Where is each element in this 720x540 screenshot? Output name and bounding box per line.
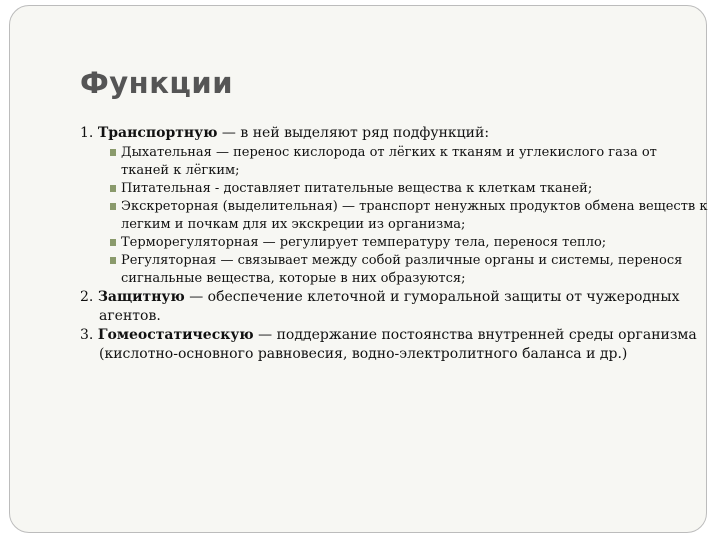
square-bullet-icon: [110, 149, 116, 156]
list-item-homeostatic: [80, 326, 708, 364]
subfunction-text: Терморегуляторная — регулирует температуру тела, перенося тепло;: [121, 235, 607, 250]
item-term: Защитную: [97, 289, 185, 305]
item-number: 2.: [80, 289, 94, 305]
subfunction-text: Дыхательная — перенос кислорода от лёгких к тканям и углекислого газа от тканей к лёгким;: [121, 145, 657, 178]
subfunction-text: Экскреторная (выделительная) — транспорт ненужных продуктов обмена веществ к легким и почкам для их экскреции из организма;: [121, 199, 708, 232]
square-bullet-icon: [110, 257, 116, 264]
item-term: Гомеостатическую: [97, 327, 254, 343]
square-bullet-icon: [110, 185, 116, 192]
subfunction-regulatory: [80, 252, 708, 288]
item-number: 1.: [80, 125, 94, 141]
subfunction-text: Регуляторная — связывает между собой различные органы и системы, перенося сигнальные вещества, которые в них образуются;: [121, 253, 683, 286]
list-item-transport: [80, 124, 708, 143]
subfunction-nutritive: [80, 180, 708, 198]
square-bullet-icon: [110, 239, 116, 246]
slide: [9, 5, 707, 533]
subfunction-excretory: [80, 198, 708, 234]
square-bullet-icon: [110, 203, 116, 210]
item-text: — в ней выделяют ряд подфункций:: [217, 125, 490, 141]
item-text: — поддержание постоянства внутренней среды организма (кислотно-основного равновесия, водно-электролитного баланса и др.): [99, 327, 697, 362]
slide-title: Функции: [80, 66, 234, 100]
subfunction-thermoregulatory: [80, 234, 708, 252]
item-text: — обеспечение клеточной и гуморальной защиты от чужеродных агентов.: [99, 289, 680, 324]
item-number: 3.: [80, 327, 94, 343]
list-item-protective: [80, 288, 708, 326]
slide-content: [80, 124, 708, 364]
item-term: Транспортную: [97, 125, 218, 141]
subfunction-respiratory: [80, 144, 708, 180]
transport-subfunctions-list: [80, 144, 708, 288]
subfunction-text: Питательная - доставляет питательные вещества к клеткам тканей;: [121, 181, 593, 196]
